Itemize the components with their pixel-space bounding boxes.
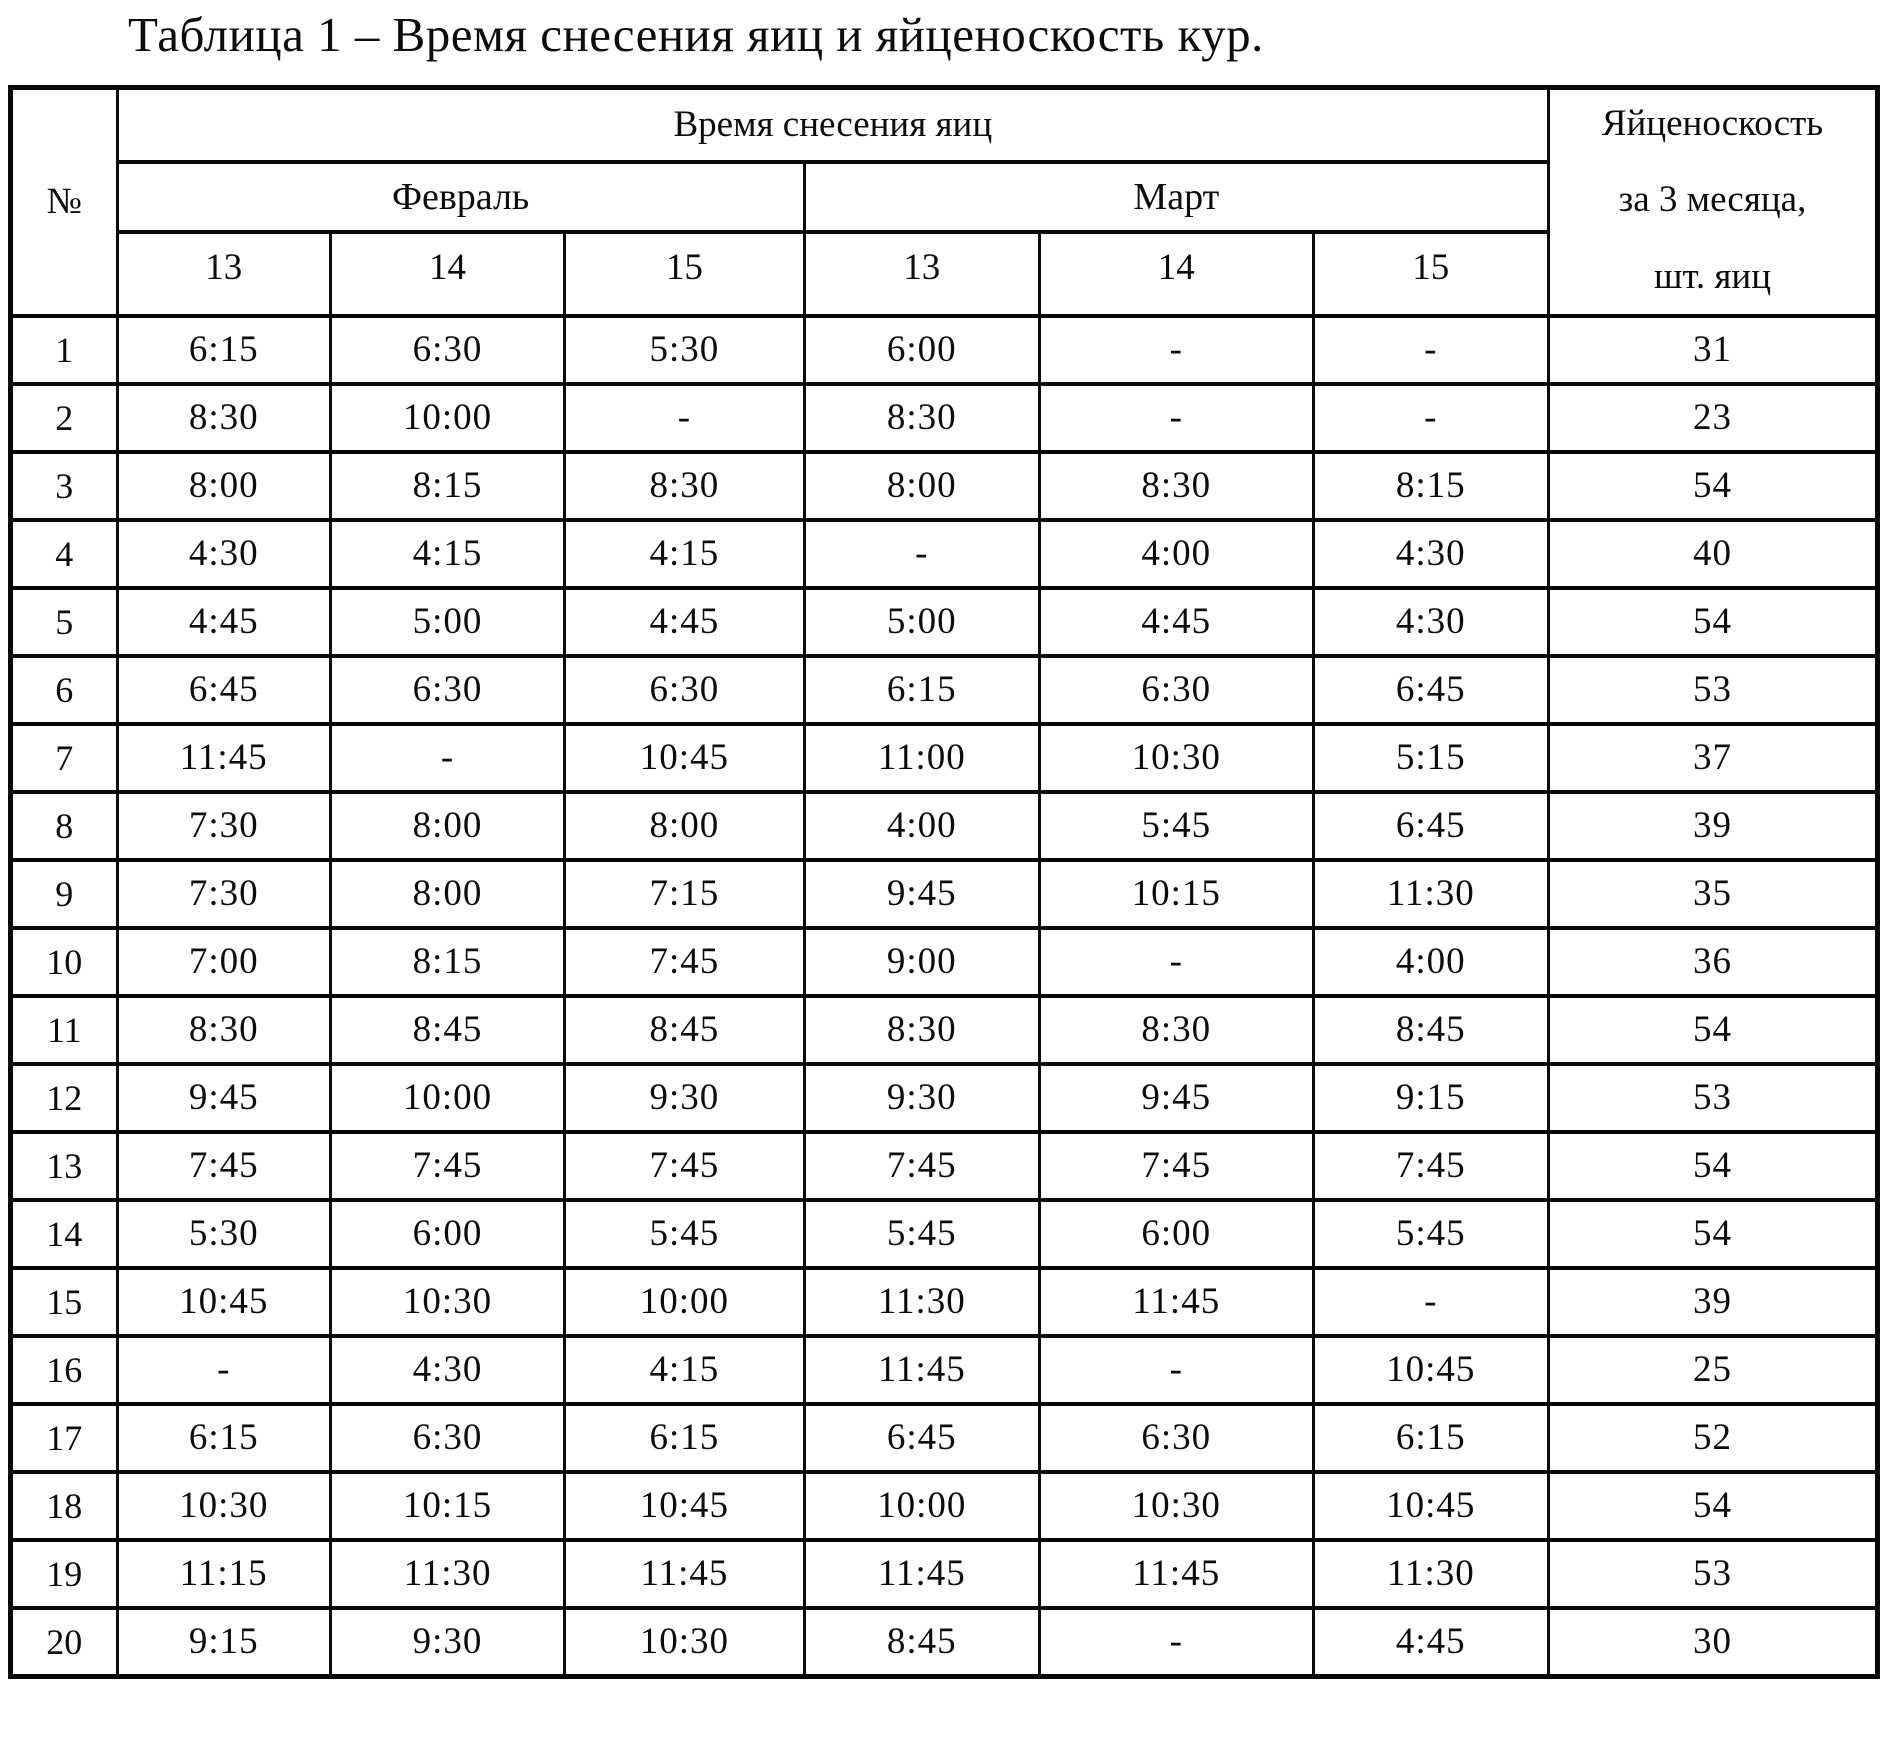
time-cell-feb-15: 7:15 — [565, 860, 804, 928]
row-number-cell: 3 — [11, 452, 118, 520]
row-number-cell: 15 — [11, 1268, 118, 1336]
table-row — [11, 1064, 1878, 1132]
time-cell-mar-14: 7:45 — [1039, 1132, 1313, 1200]
row-number-cell: 8 — [11, 792, 118, 860]
time-cell-feb-15: 4:15 — [565, 1336, 804, 1404]
egg-laying-table — [8, 85, 1880, 1679]
time-cell-feb-14: 10:00 — [330, 1064, 564, 1132]
day-header-mar-15: 15 — [1313, 232, 1548, 316]
time-cell-mar-15: 5:45 — [1313, 1200, 1548, 1268]
total-eggs-cell: 30 — [1549, 1608, 1878, 1677]
time-cell-feb-15: 4:45 — [565, 588, 804, 656]
table-header — [11, 87, 1878, 316]
time-cell-mar-13: 7:45 — [804, 1132, 1039, 1200]
time-cell-feb-14: 8:15 — [330, 928, 564, 996]
time-cell-mar-15: 9:15 — [1313, 1064, 1548, 1132]
table-row — [11, 928, 1878, 996]
time-cell-mar-13: 10:00 — [804, 1472, 1039, 1540]
time-cell-mar-14: 10:30 — [1039, 1472, 1313, 1540]
row-number-cell: 10 — [11, 928, 118, 996]
table-row — [11, 452, 1878, 520]
time-cell-mar-15: - — [1313, 384, 1548, 452]
time-cell-mar-13: 8:45 — [804, 1608, 1039, 1677]
time-cell-feb-15: 8:45 — [565, 996, 804, 1064]
time-cell-feb-14: 11:30 — [330, 1540, 564, 1608]
time-cell-mar-13: 6:15 — [804, 656, 1039, 724]
time-cell-feb-15: 10:45 — [565, 1472, 804, 1540]
row-number-cell: 16 — [11, 1336, 118, 1404]
row-number-cell: 9 — [11, 860, 118, 928]
total-eggs-cell: 35 — [1549, 860, 1878, 928]
table-body — [11, 316, 1878, 1677]
time-cell-mar-14: 6:00 — [1039, 1200, 1313, 1268]
time-cell-feb-14: 10:30 — [330, 1268, 564, 1336]
table-row — [11, 520, 1878, 588]
total-eggs-cell: 54 — [1549, 1132, 1878, 1200]
time-cell-feb-13: 10:45 — [117, 1268, 330, 1336]
day-header-mar-14: 14 — [1039, 232, 1313, 316]
time-cell-mar-13: 11:30 — [804, 1268, 1039, 1336]
row-number-cell: 12 — [11, 1064, 118, 1132]
time-cell-feb-15: 11:45 — [565, 1540, 804, 1608]
time-cell-mar-14: 6:30 — [1039, 1404, 1313, 1472]
time-cell-mar-14: 5:45 — [1039, 792, 1313, 860]
time-cell-mar-15: 11:30 — [1313, 860, 1548, 928]
time-cell-feb-15: 8:00 — [565, 792, 804, 860]
time-cell-mar-15: - — [1313, 1268, 1548, 1336]
time-cell-feb-15: 6:30 — [565, 656, 804, 724]
table-row — [11, 1608, 1878, 1677]
time-cell-feb-14: 4:30 — [330, 1336, 564, 1404]
time-cell-feb-14: 10:00 — [330, 384, 564, 452]
time-cell-feb-14: 8:15 — [330, 452, 564, 520]
table-row — [11, 860, 1878, 928]
time-cell-feb-15: 7:45 — [565, 928, 804, 996]
time-cell-mar-15: 5:15 — [1313, 724, 1548, 792]
time-cell-feb-13: 7:00 — [117, 928, 330, 996]
table-row — [11, 384, 1878, 452]
time-cell-mar-14: 4:45 — [1039, 588, 1313, 656]
productivity-header-line-1: Яйценоскость — [1601, 102, 1824, 144]
day-header-feb-14: 14 — [330, 232, 564, 316]
table-caption: Таблица 1 – Время снесения яиц и яйценоскость кур. — [128, 7, 1264, 62]
total-eggs-cell: 53 — [1549, 656, 1878, 724]
time-cell-mar-15: 4:45 — [1313, 1608, 1548, 1677]
time-cell-mar-13: 5:00 — [804, 588, 1039, 656]
productivity-header-line-2: за 3 месяца, — [1618, 179, 1807, 221]
time-cell-mar-13: 11:45 — [804, 1336, 1039, 1404]
time-cell-mar-15: 11:30 — [1313, 1540, 1548, 1608]
time-cell-mar-14: 8:30 — [1039, 996, 1313, 1064]
time-cell-mar-13: 9:30 — [804, 1064, 1039, 1132]
col-header-laying-time: Время снесения яиц — [117, 87, 1548, 162]
total-eggs-cell: 54 — [1549, 996, 1878, 1064]
time-cell-feb-14: 7:45 — [330, 1132, 564, 1200]
time-cell-feb-13: 4:45 — [117, 588, 330, 656]
time-cell-mar-15: 4:30 — [1313, 588, 1548, 656]
header-row-group — [11, 87, 1878, 162]
row-number-cell: 17 — [11, 1404, 118, 1472]
row-number-cell: 2 — [11, 384, 118, 452]
row-number-cell: 19 — [11, 1540, 118, 1608]
time-cell-feb-14: 4:15 — [330, 520, 564, 588]
time-cell-feb-14: 10:15 — [330, 1472, 564, 1540]
time-cell-feb-13: 7:30 — [117, 792, 330, 860]
total-eggs-cell: 54 — [1549, 588, 1878, 656]
time-cell-mar-13: 8:30 — [804, 996, 1039, 1064]
time-cell-feb-14: 6:30 — [330, 1404, 564, 1472]
total-eggs-cell: 52 — [1549, 1404, 1878, 1472]
total-eggs-cell: 36 — [1549, 928, 1878, 996]
row-number-cell: 13 — [11, 1132, 118, 1200]
time-cell-feb-13: 10:30 — [117, 1472, 330, 1540]
time-cell-feb-15: 5:45 — [565, 1200, 804, 1268]
table-row — [11, 1540, 1878, 1608]
time-cell-feb-14: 6:30 — [330, 316, 564, 384]
productivity-header-lines — [1550, 96, 1875, 308]
time-cell-mar-15: - — [1313, 316, 1548, 384]
total-eggs-cell: 37 — [1549, 724, 1878, 792]
time-cell-feb-15: 6:15 — [565, 1404, 804, 1472]
time-cell-mar-14: - — [1039, 316, 1313, 384]
table-row — [11, 724, 1878, 792]
time-cell-mar-14: - — [1039, 1336, 1313, 1404]
time-cell-feb-13: 11:45 — [117, 724, 330, 792]
time-cell-feb-14: 8:45 — [330, 996, 564, 1064]
table-row — [11, 1472, 1878, 1540]
total-eggs-cell: 40 — [1549, 520, 1878, 588]
time-cell-mar-14: 11:45 — [1039, 1540, 1313, 1608]
time-cell-feb-13: 9:45 — [117, 1064, 330, 1132]
day-header-feb-13: 13 — [117, 232, 330, 316]
row-number-cell: 20 — [11, 1608, 118, 1677]
time-cell-mar-15: 6:45 — [1313, 656, 1548, 724]
time-cell-mar-15: 6:45 — [1313, 792, 1548, 860]
time-cell-feb-15: 8:30 — [565, 452, 804, 520]
time-cell-mar-14: 8:30 — [1039, 452, 1313, 520]
table-row — [11, 656, 1878, 724]
total-eggs-cell: 23 — [1549, 384, 1878, 452]
time-cell-mar-14: 6:30 — [1039, 656, 1313, 724]
time-cell-feb-13: 9:15 — [117, 1608, 330, 1677]
table-row — [11, 1132, 1878, 1200]
month-header-february: Февраль — [117, 162, 804, 232]
time-cell-feb-13: 6:15 — [117, 316, 330, 384]
time-cell-mar-13: 6:45 — [804, 1404, 1039, 1472]
time-cell-mar-13: 11:00 — [804, 724, 1039, 792]
time-cell-feb-13: - — [117, 1336, 330, 1404]
time-cell-mar-14: 4:00 — [1039, 520, 1313, 588]
time-cell-mar-13: 9:00 — [804, 928, 1039, 996]
table-row — [11, 1268, 1878, 1336]
time-cell-feb-14: 9:30 — [330, 1608, 564, 1677]
time-cell-feb-13: 5:30 — [117, 1200, 330, 1268]
table-row — [11, 316, 1878, 384]
time-cell-feb-13: 6:45 — [117, 656, 330, 724]
time-cell-feb-15: 7:45 — [565, 1132, 804, 1200]
time-cell-mar-14: 10:15 — [1039, 860, 1313, 928]
time-cell-mar-15: 7:45 — [1313, 1132, 1548, 1200]
total-eggs-cell: 54 — [1549, 1200, 1878, 1268]
time-cell-mar-13: 8:00 — [804, 452, 1039, 520]
total-eggs-cell: 53 — [1549, 1064, 1878, 1132]
time-cell-feb-13: 8:30 — [117, 996, 330, 1064]
time-cell-feb-14: 5:00 — [330, 588, 564, 656]
table-row — [11, 1336, 1878, 1404]
table-row — [11, 1404, 1878, 1472]
table-row — [11, 792, 1878, 860]
time-cell-mar-13: 9:45 — [804, 860, 1039, 928]
row-number-cell: 7 — [11, 724, 118, 792]
col-header-productivity — [1549, 87, 1878, 316]
total-eggs-cell: 31 — [1549, 316, 1878, 384]
row-number-cell: 18 — [11, 1472, 118, 1540]
total-eggs-cell: 39 — [1549, 1268, 1878, 1336]
time-cell-mar-15: 10:45 — [1313, 1336, 1548, 1404]
productivity-header-line-3: шт. яиц — [1654, 255, 1771, 297]
time-cell-mar-13: 6:00 — [804, 316, 1039, 384]
time-cell-feb-15: 10:45 — [565, 724, 804, 792]
time-cell-feb-15: 10:00 — [565, 1268, 804, 1336]
time-cell-feb-15: 10:30 — [565, 1608, 804, 1677]
time-cell-mar-13: 4:00 — [804, 792, 1039, 860]
total-eggs-cell: 39 — [1549, 792, 1878, 860]
row-number-cell: 6 — [11, 656, 118, 724]
total-eggs-cell: 54 — [1549, 452, 1878, 520]
time-cell-feb-14: 6:00 — [330, 1200, 564, 1268]
time-cell-feb-14: 6:30 — [330, 656, 564, 724]
row-number-cell: 5 — [11, 588, 118, 656]
time-cell-feb-15: 4:15 — [565, 520, 804, 588]
time-cell-mar-15: 4:00 — [1313, 928, 1548, 996]
time-cell-mar-15: 8:45 — [1313, 996, 1548, 1064]
time-cell-mar-14: 10:30 — [1039, 724, 1313, 792]
table-row — [11, 1200, 1878, 1268]
time-cell-feb-13: 7:30 — [117, 860, 330, 928]
time-cell-mar-14: - — [1039, 384, 1313, 452]
month-header-march: Март — [804, 162, 1548, 232]
total-eggs-cell: 25 — [1549, 1336, 1878, 1404]
time-cell-feb-13: 11:15 — [117, 1540, 330, 1608]
row-number-cell: 4 — [11, 520, 118, 588]
time-cell-feb-15: 5:30 — [565, 316, 804, 384]
time-cell-feb-15: 9:30 — [565, 1064, 804, 1132]
time-cell-mar-15: 6:15 — [1313, 1404, 1548, 1472]
col-header-number: № — [11, 87, 118, 316]
row-number-cell: 11 — [11, 996, 118, 1064]
time-cell-mar-13: - — [804, 520, 1039, 588]
total-eggs-cell: 54 — [1549, 1472, 1878, 1540]
time-cell-feb-13: 6:15 — [117, 1404, 330, 1472]
time-cell-feb-13: 8:00 — [117, 452, 330, 520]
time-cell-mar-14: - — [1039, 928, 1313, 996]
time-cell-feb-13: 7:45 — [117, 1132, 330, 1200]
table-row — [11, 996, 1878, 1064]
time-cell-mar-15: 8:15 — [1313, 452, 1548, 520]
time-cell-mar-13: 8:30 — [804, 384, 1039, 452]
time-cell-mar-14: - — [1039, 1608, 1313, 1677]
time-cell-mar-13: 5:45 — [804, 1200, 1039, 1268]
time-cell-feb-14: 8:00 — [330, 792, 564, 860]
time-cell-feb-13: 8:30 — [117, 384, 330, 452]
time-cell-feb-14: - — [330, 724, 564, 792]
row-number-cell: 14 — [11, 1200, 118, 1268]
table-row — [11, 588, 1878, 656]
time-cell-feb-13: 4:30 — [117, 520, 330, 588]
time-cell-mar-14: 9:45 — [1039, 1064, 1313, 1132]
time-cell-mar-15: 4:30 — [1313, 520, 1548, 588]
day-header-mar-13: 13 — [804, 232, 1039, 316]
time-cell-mar-13: 11:45 — [804, 1540, 1039, 1608]
day-header-feb-15: 15 — [565, 232, 804, 316]
time-cell-mar-14: 11:45 — [1039, 1268, 1313, 1336]
total-eggs-cell: 53 — [1549, 1540, 1878, 1608]
row-number-cell: 1 — [11, 316, 118, 384]
time-cell-feb-15: - — [565, 384, 804, 452]
time-cell-feb-14: 8:00 — [330, 860, 564, 928]
time-cell-mar-15: 10:45 — [1313, 1472, 1548, 1540]
